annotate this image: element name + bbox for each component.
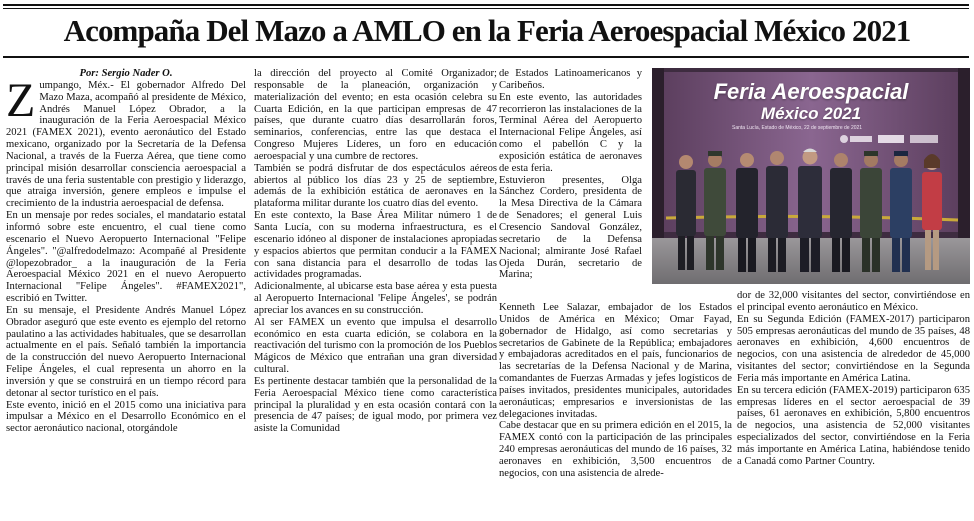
top-rule bbox=[3, 4, 969, 6]
byline: Por: Sergio Nader O. bbox=[79, 68, 173, 79]
article-column-5 bbox=[737, 290, 970, 518]
banner-subtitle: Santa Lucía, Estado de México, 22 de septiembre de 2021 bbox=[732, 125, 863, 131]
paragraph: Estuvieron presentes, Olga Sánchez Cordero, presidenta de la Mesa Directiva de la Cámara de Senadores; el general Luis Cresencio Sandoval González, secretario de la Defensa Nacional; almirante José Rafael Ojeda Durán, secretario de Marina; bbox=[499, 174, 642, 281]
headline-underline bbox=[3, 56, 969, 58]
paragraph: Kenneth Lee Salazar, embajador de los Estados Unidos de América en México; Omar Fayad, gobernador de Hidalgo, así como secretarias y secretarios de Gabinete de la República; embajadores y embajadoras acreditados en el país, funcionarios de las secretarías de la Defensa Nacional y de Marina, comandantes de Fuerzas Armadas y jefes logísticos de países invitados, presidentes municipales, autoridades aeronáuticas; empresarios e inversionistas de las delegaciones invitadas. bbox=[499, 302, 732, 420]
article-headline: Acompaña Del Mazo a AMLO en la Feria Aeroespacial México 2021 bbox=[63, 13, 911, 48]
logo-strip bbox=[840, 135, 938, 143]
paragraph: Este evento, inició en el 2015 como una iniciativa para impulsar a México en el Desarrollo Económico en el sector aeronáutico nacional, otorgándole bbox=[6, 399, 246, 435]
paragraph: En este contexto, la Base Área Militar número 1 de Santa Lucía, con su moderna infraestructura, es el escenario idóneo al disponer de instalaciones apropiadas y espacios abiertos que permitan conducir a la FAMEX con sana distancia para el desarrollo de todas las actividades programadas. bbox=[254, 210, 497, 281]
lead-paragraph: Zumpango, Méx.- El gobernador Alfredo Del Mazo Maza, acompañó al presidente de México, Andrés Manuel López Obrador, a la inauguración de la Feria Aeroespacial México 2021 (FAMEX 2021), evento aeronáutico del Estado mexicano, organizado por la Secretaría de la Defensa Nacional, a través de la Fuerza Aérea, que tiene como principal misión desarrollar consciencia aeroespacial a través de una feria sustentable con prestigio y liderazgo, que atraiga inversión, genere empleos e impulse el crecimiento de la industria aeroespacial de defensa. bbox=[6, 73, 246, 210]
paragraph: En este evento, las autoridades recorrieron las instalaciones de la Terminal Aérea del Aeropuerto Internacional Felipe Ángeles, así como el pabellón C y la exposición estática de aeronaves de esta feria. bbox=[499, 91, 642, 174]
banner-title-line-2: México 2021 bbox=[760, 104, 862, 123]
event-photo bbox=[652, 68, 970, 284]
top-rule-thin bbox=[3, 8, 969, 9]
paragraph: de Estados Latinoamericanos y Caribeños. bbox=[499, 68, 642, 91]
banner-title-line-1: Feria Aeroespacial bbox=[713, 79, 909, 104]
paragraph: Cabe destacar que en su primera edición en el 2015, la FAMEX contó con la participación de las principales 240 empresas aeronáuticas del mundo de 16 países, 32 aeronaves en exhibición, 3,500 encuentros de negocios, con una asistencia de alrede- bbox=[499, 420, 732, 479]
paragraph: En su Segunda Edición (FAMEX-2017) participaron 505 empresas aeronáuticas del mundo de 35 países, 48 aeronaves en exhibición, 4,600 encuentros de negocios, con una asistencia de alrededor de 45,000 visitantes del sector; convirtiéndose en la Segunda Feria más importante en América Latina. bbox=[737, 313, 970, 384]
paragraph: Es pertinente destacar también que la personalidad de la Feria Aeroespacial México tiene como característica principal la pluralidad y en esta ocasión contará con la presencia de 47 países; de igual modo, por primera vez asiste la Comunidad bbox=[254, 375, 497, 435]
paragraph: En un mensaje por redes sociales, el mandatario estatal informó sobre este encuentro, el cual tiene como escenario el Nuevo Aeropuerto Internacional "Felipe Ángeles". "@alfredodelmazo: Acompañé al Presidente @lopezobrador_ a la inauguración de la Feria Aeroespacial México 2021 en el nuevo Aeropuerto Internacional "Felipe Ángeles". #FAMEX2021", escribió en Twitter. bbox=[6, 210, 246, 305]
drop-cap: Z bbox=[6, 73, 36, 127]
article-column-4 bbox=[499, 302, 732, 518]
article-column-2 bbox=[254, 68, 497, 518]
paragraph: la dirección del proyecto al Comité Organizador; responsable de la planeación, organización y materialización del evento; en esta ocasión celebra su Cuarta Edición, en la que participan empresas de 47 países, que durante cuatro días desarrollarán foros, seminarios, conferencias, entre las que destaca el Congreso Mujeres Líderes, un foro en educación aeroespacial y una cumbre de rectores. bbox=[254, 68, 497, 162]
paragraph: dor de 32,000 visitantes del sector, convirtiéndose en el principal evento aeronáutico en México. bbox=[737, 290, 970, 313]
paragraph: En su mensaje, el Presidente Andrés Manuel López Obrador aseguró que este evento es ejemplo del retorno paulatino a las actividades habituales, que se desarrollan actualmente en el país. Señaló también la importancia de la construcción del nuevo Aeropuerto Internacional Felipe Ángeles, el cual representa un ahorro en la inversión y que se construirá en un tiempo récord para detonar al sector turístico en el país. bbox=[6, 304, 246, 399]
article-column-1 bbox=[6, 68, 246, 518]
paragraph: Al ser FAMEX un evento que impulsa el desarrollo económico en esta cuarta edición, se colabora en la reactivación del turismo con la promoción de los Pueblos Mágicos de México que entrañan una gran diversidad cultural. bbox=[254, 316, 497, 376]
paragraph: También se podrá disfrutar de dos espectáculos aéreos abiertos al público los días 23 y 25 de septiembre, además de la exhibición estática de aeronaves en la plataforma militar durante los cuatro días del evento. bbox=[254, 162, 497, 210]
paragraph: En su tercera edición (FAMEX-2019) participaron 635 empresas líderes en el sector aeroespacial de 39 países, 61 aeronaves en exhibición, 5,800 encuentros de negocios, una asistencia de 52,000 visitantes especializados del sector, convirtiéndose en la Feria más importante en América Latina, habiéndose tenido a Canadá como Partner Country. bbox=[737, 384, 970, 467]
paragraph: Adicionalmente, al ubicarse esta base aérea y esta puesta al Aeropuerto Internacional 'Felipe Ángeles', se podrán apreciar los avances en su construcción. bbox=[254, 281, 497, 316]
article-column-3 bbox=[499, 68, 642, 301]
